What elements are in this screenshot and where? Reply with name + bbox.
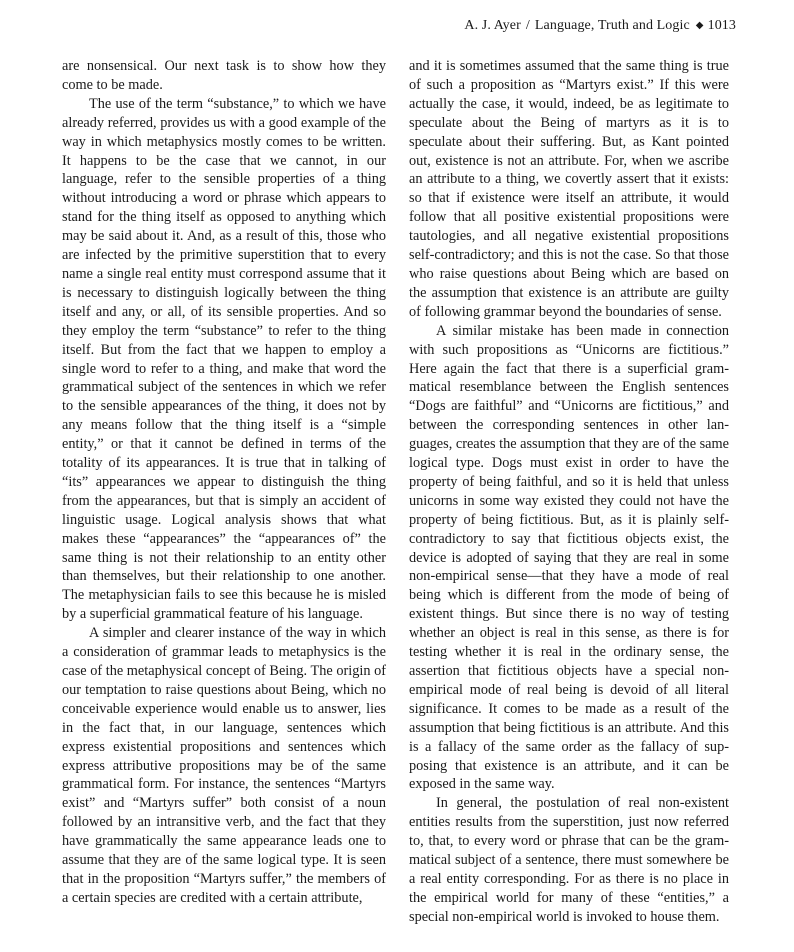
left-paragraph-being: A simpler and clearer instance of the way in which a consideration of grammar leads to metaphysics is the case of the metaphysical concept of Being. The origin of our temptation to raise questions about Being, which no conceivable experience would enable us to answer, lies in the fact that, in our language, sentences which express existential propositions and sentences which express attributive propositions may be of the same grammatical form. For instance, the sentences “Martyrs exist” and “Martyrs suffer” both consist of a noun followed by an intransitive verb, and the fact that they have grammatically the same appearance leads one to assume that they are of the same logical type. It is seen that in the proposition “Martyrs suffer,” the members of a certain species are credited with a certain attribute, (62, 625, 386, 906)
diamond-ornament-icon: ◆ (695, 20, 704, 31)
right-column (409, 57, 729, 927)
right-paragraph-continued: and it is sometimes assumed that the same thing is true of such a proposition as “Martyrs exist.” If this were actually the case, it would, indeed, be as legitimate to speculate about the Being of martyrs as it is to speculate about their suffering. But, as Kant pointed out, existence is not an attribute. For, when we ascribe an attribute to a thing, we covertly assert that it exists: so that if existence were itself an attribute, it would follow that all positive existential propositions were tautologies, and all negative existential propositions self-contradictory; and this is not the case. So that those who raise questions about Being which are based on the assumption that existence is an attribute are guilty of following grammar beyond the boundaries of sense. (409, 58, 729, 320)
running-head-title: Language, Truth and Logic (534, 18, 690, 33)
running-head-separator: / (525, 18, 530, 33)
left-paragraph-continued: are nonsensical. Our next task is to show how they come to be made. (62, 58, 386, 93)
running-head-author: A. J. Ayer (464, 18, 521, 33)
right-paragraph-general: In general, the postulation of real non-existent entities results from the superstition, just now referred to, that, to every word or phrase that can be the grammatical subject of a sentence, there must somewhere be a real entity corresponding. For as there is no place in the empirical world for many of these “entities,” a special non-empirical world is invoked to house them. (409, 795, 729, 925)
running-head (464, 18, 736, 34)
right-paragraph-unicorns: A similar mistake has been made in connection with such propositions as “Unicorns are fictitious.” Here again the fact that there is a superficial grammatical resemblance between the English sentences “Dogs are faithful” and “Unicorns are fictitious,” and between the corresponding sentences in other languages, creates the assumption that they are of the same logical type. Dogs must exist in order to have the property of being faithful, and so it is held that unless unicorns in some way existed they could not have the property of being fictitious. But, as it is plainly self-contradictory to say that fictitious objects exist, the device is adopted of saying that they are real in some non-empirical sense—that they have a mode of real being which is different from the mode of being of existent things. But since there is no way of testing whether an object is real in this sense, as there is for testing whether it is real in the ordinary sense, the assertion that fictitious objects have a special non-empirical mode of real being is devoid of all literal significance. It comes to be made as a result of the assumption that being fictitious is an attribute. And this is a fallacy of the same order as the fallacy of supposing that existence is an attribute, and it can be exposed in the same way. (409, 322, 729, 793)
left-paragraph-substance: The use of the term “substance,” to which we have already referred, provides us with a good example of the way in which metaphysics mostly comes to be written. It happens to be the case that we cannot, in our language, refer to the sensible properties of a thing without introducing a word or phrase which appears to stand for the thing itself as opposed to anything which may be said about it. And, as a result of this, those who are infected by the primitive superstition that to every name a single real entity must correspond assume that it is necessary to distinguish logically between the thing itself and any, or all, of its sensible properties. And so they employ the term “substance” to refer to the thing itself. But from the fact that we happen to employ a single word to refer to a thing, and make that word the grammatical subject of the sentences in which we refer to the sensible appearances of the thing, it does not by any means follow that the thing itself is a “simple entity,” or that it cannot be defined in terms of the totality of its appearances. It is true that in talking of “its” appearances we appear to distinguish the thing from the appearances, but that is simply an accident of linguistic usage. Logical analysis shows that what makes these “appearances” the “appearances of” the same thing is not their relationship to an entity other than themselves, but their relationship to one another. The metaphysician fails to see this because he is misled by a superficial grammatical feature of his language. (62, 95, 386, 623)
page-number: 1013 (707, 18, 736, 33)
left-column (62, 57, 386, 908)
